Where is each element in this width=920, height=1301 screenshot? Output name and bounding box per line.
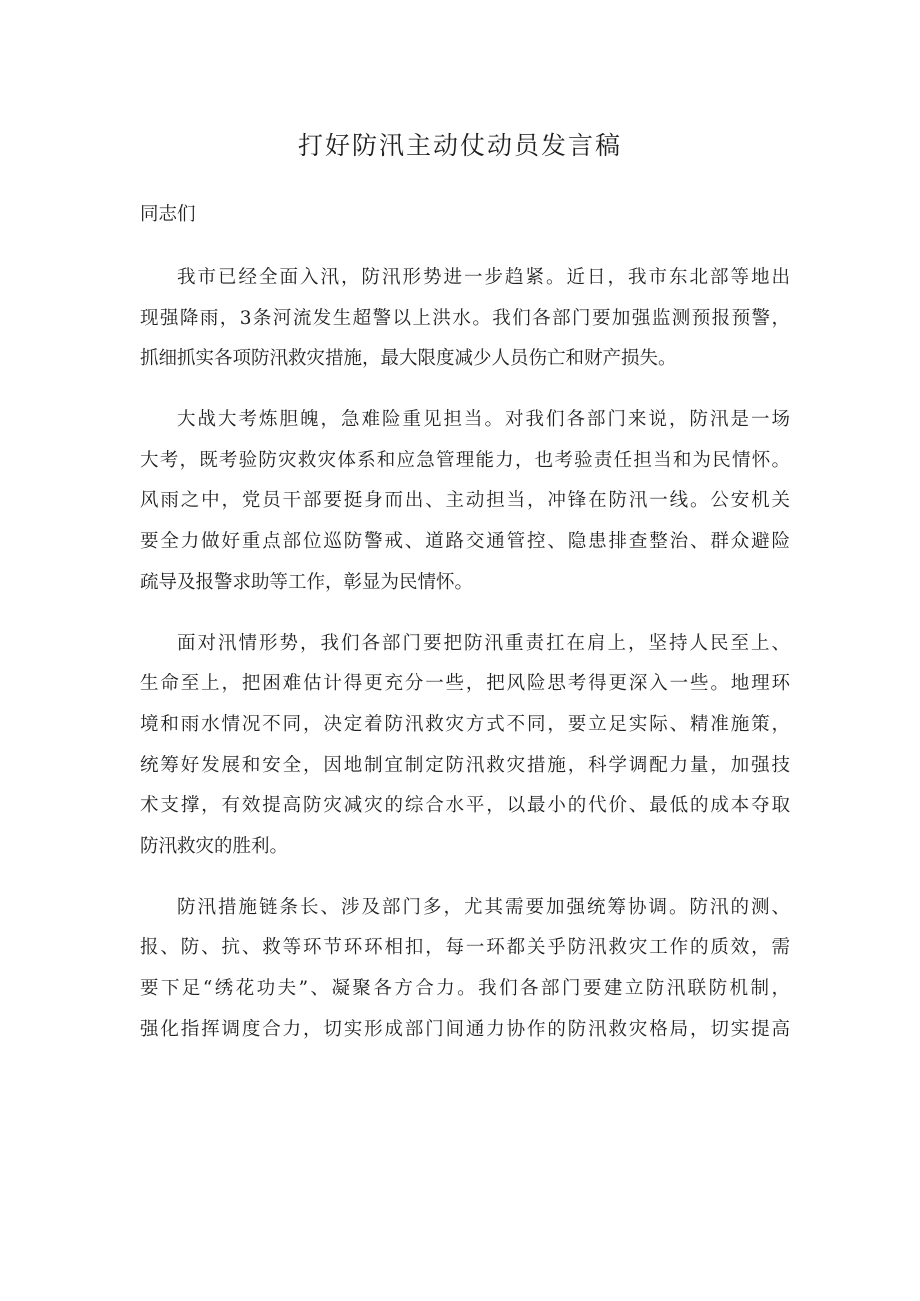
text-line: 生命至上，把困难估计得更充分一些，把风险思考得更深入一些。地理环 bbox=[140, 673, 790, 695]
paragraph-2 bbox=[140, 400, 790, 603]
paragraph-1 bbox=[140, 258, 790, 380]
salutation: 同志们 bbox=[140, 204, 196, 225]
text-line: 境和雨水情况不同，决定着防汛救灾方式不同，要立足实际、精准施策， bbox=[140, 713, 790, 735]
text-line: 疏导及报警求助等工作，彰显为民情怀。 bbox=[140, 571, 474, 593]
paragraph-3 bbox=[140, 624, 790, 868]
document-body bbox=[140, 258, 790, 1070]
paragraph-4 bbox=[140, 888, 790, 1051]
text-line: 要下足“绣花功夫”、凝聚各方合力。我们各部门要建立防汛联防机制， bbox=[140, 978, 790, 999]
text-line: 防汛措施链条长、涉及部门多，尤其需要加强统筹协调。防汛的测、 bbox=[177, 896, 790, 918]
text-line: 防汛救灾的胜利。 bbox=[140, 835, 289, 857]
text-line: 大考，既考验防灾救灾体系和应急管理能力，也考验责任担当和为民情怀。 bbox=[140, 449, 790, 471]
text-line: 统筹好发展和安全，因地制宜制定防汛救灾措施，科学调配力量，加强技 bbox=[140, 754, 790, 776]
text-line: 抓细抓实各项防汛救灾措施，最大限度减少人员伤亡和财产损失。 bbox=[140, 348, 677, 370]
text-line: 现强降雨，3条河流发生超警以上洪水。我们各部门要加强监测预报预警， bbox=[140, 307, 790, 329]
document-title: 打好防汛主动仗动员发言稿 bbox=[297, 131, 622, 160]
text-line: 风雨之中，党员干部要挺身而出、主动担当，冲锋在防汛一线。公安机关 bbox=[140, 490, 790, 512]
text-line: 大战大考炼胆魄，急难险重见担当。对我们各部门来说，防汛是一场 bbox=[177, 409, 790, 431]
text-line: 面对汛情形势，我们各部门要把防汛重责扛在肩上，坚持人民至上、 bbox=[177, 632, 790, 654]
text-line: 要全力做好重点部位巡防警戒、道路交通管控、隐患排查整治、群众避险 bbox=[140, 531, 790, 553]
text-line: 报、防、抗、救等环节环环相扣，每一环都关乎防汛救灾工作的质效，需 bbox=[140, 937, 790, 959]
text-line: 我市已经全面入汛，防汛形势进一步趋紧。近日，我市东北部等地出 bbox=[177, 267, 790, 288]
text-line: 强化指挥调度合力，切实形成部门间通力协作的防汛救灾格局，切实提高 bbox=[140, 1018, 790, 1040]
text-line: 术支撑，有效提高防灾减灾的综合水平，以最小的代价、最低的成本夺取 bbox=[140, 795, 790, 817]
